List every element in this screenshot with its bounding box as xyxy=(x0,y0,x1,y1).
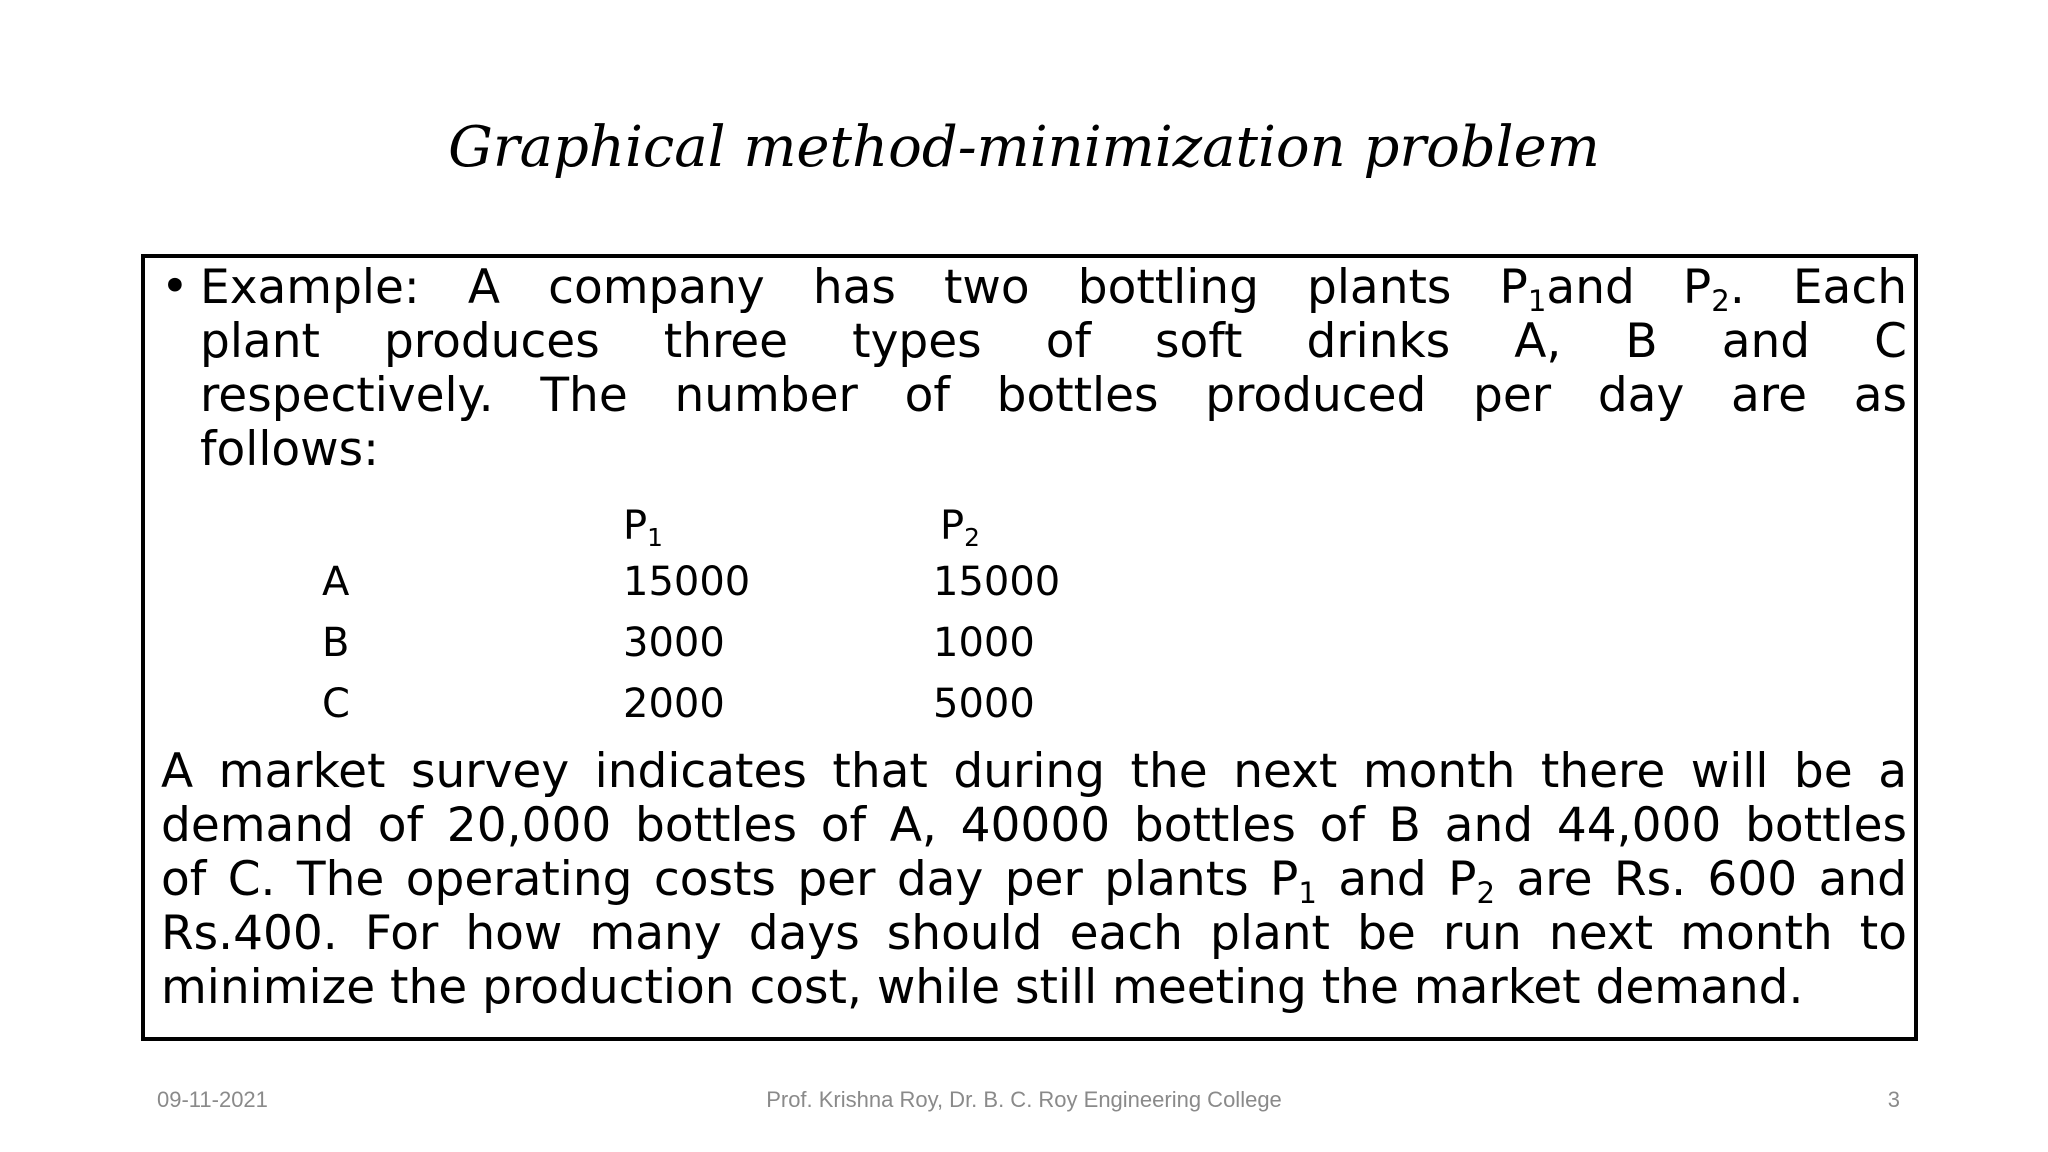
market-paragraph xyxy=(161,745,1907,1015)
intro-paragraph xyxy=(200,261,1907,477)
footer-date: 09-11-2021 xyxy=(157,1087,268,1112)
text-run: Example: A company has two bottling plants P xyxy=(200,260,1528,315)
text-run: and P xyxy=(1316,852,1477,907)
table-cell: 2000 xyxy=(623,681,725,727)
subscript: 2 xyxy=(1476,876,1496,911)
content-box xyxy=(141,254,1918,1041)
text-run: of C. The operating costs per day per plants P xyxy=(161,852,1299,907)
subscript: 2 xyxy=(1711,284,1730,319)
footer-page-number: 3 xyxy=(1887,1087,1900,1112)
table-cell: 3000 xyxy=(623,620,725,666)
row-label: C xyxy=(322,681,350,727)
subscript: 1 xyxy=(1298,876,1317,911)
market-line: A market survey indicates that during the next month there will be a xyxy=(161,744,1907,799)
intro-line: plant produces three types of soft drinks A, B and C xyxy=(200,314,1907,369)
slide-title: Graphical method-minimization problem xyxy=(448,115,1600,180)
table-cell: 5000 xyxy=(933,681,1035,727)
market-line: Rs.400. For how many days should each plant be run next month to xyxy=(161,906,1907,961)
subscript: 1 xyxy=(1527,284,1547,319)
intro-line: follows: xyxy=(200,422,379,477)
text-run: are Rs. 600 and xyxy=(1495,852,1907,907)
market-line: minimize the production cost, while still meeting the market demand. xyxy=(161,960,1804,1015)
market-line: demand of 20,000 bottles of A, 40000 bottles of B and 44,000 bottles xyxy=(161,798,1907,853)
production-table xyxy=(145,504,1915,734)
row-label: B xyxy=(322,620,350,666)
row-label: A xyxy=(322,559,350,605)
text-run: and P xyxy=(1546,260,1712,315)
table-cell: 1000 xyxy=(933,620,1035,666)
market-line xyxy=(161,852,1907,911)
column-header-p2: $P_2$ xyxy=(940,503,980,552)
table-cell: 15000 xyxy=(933,559,1061,605)
text-run: . Each xyxy=(1729,260,1907,315)
table-cell: 15000 xyxy=(623,559,751,605)
bullet-icon: • xyxy=(161,259,189,314)
intro-line: respectively. The number of bottles produced per day are as xyxy=(200,368,1907,423)
column-header-p1: $P_1$ xyxy=(623,503,663,552)
intro-line xyxy=(200,260,1907,319)
footer-author: Prof. Krishna Roy, Dr. B. C. Roy Engineering College xyxy=(766,1087,1282,1112)
